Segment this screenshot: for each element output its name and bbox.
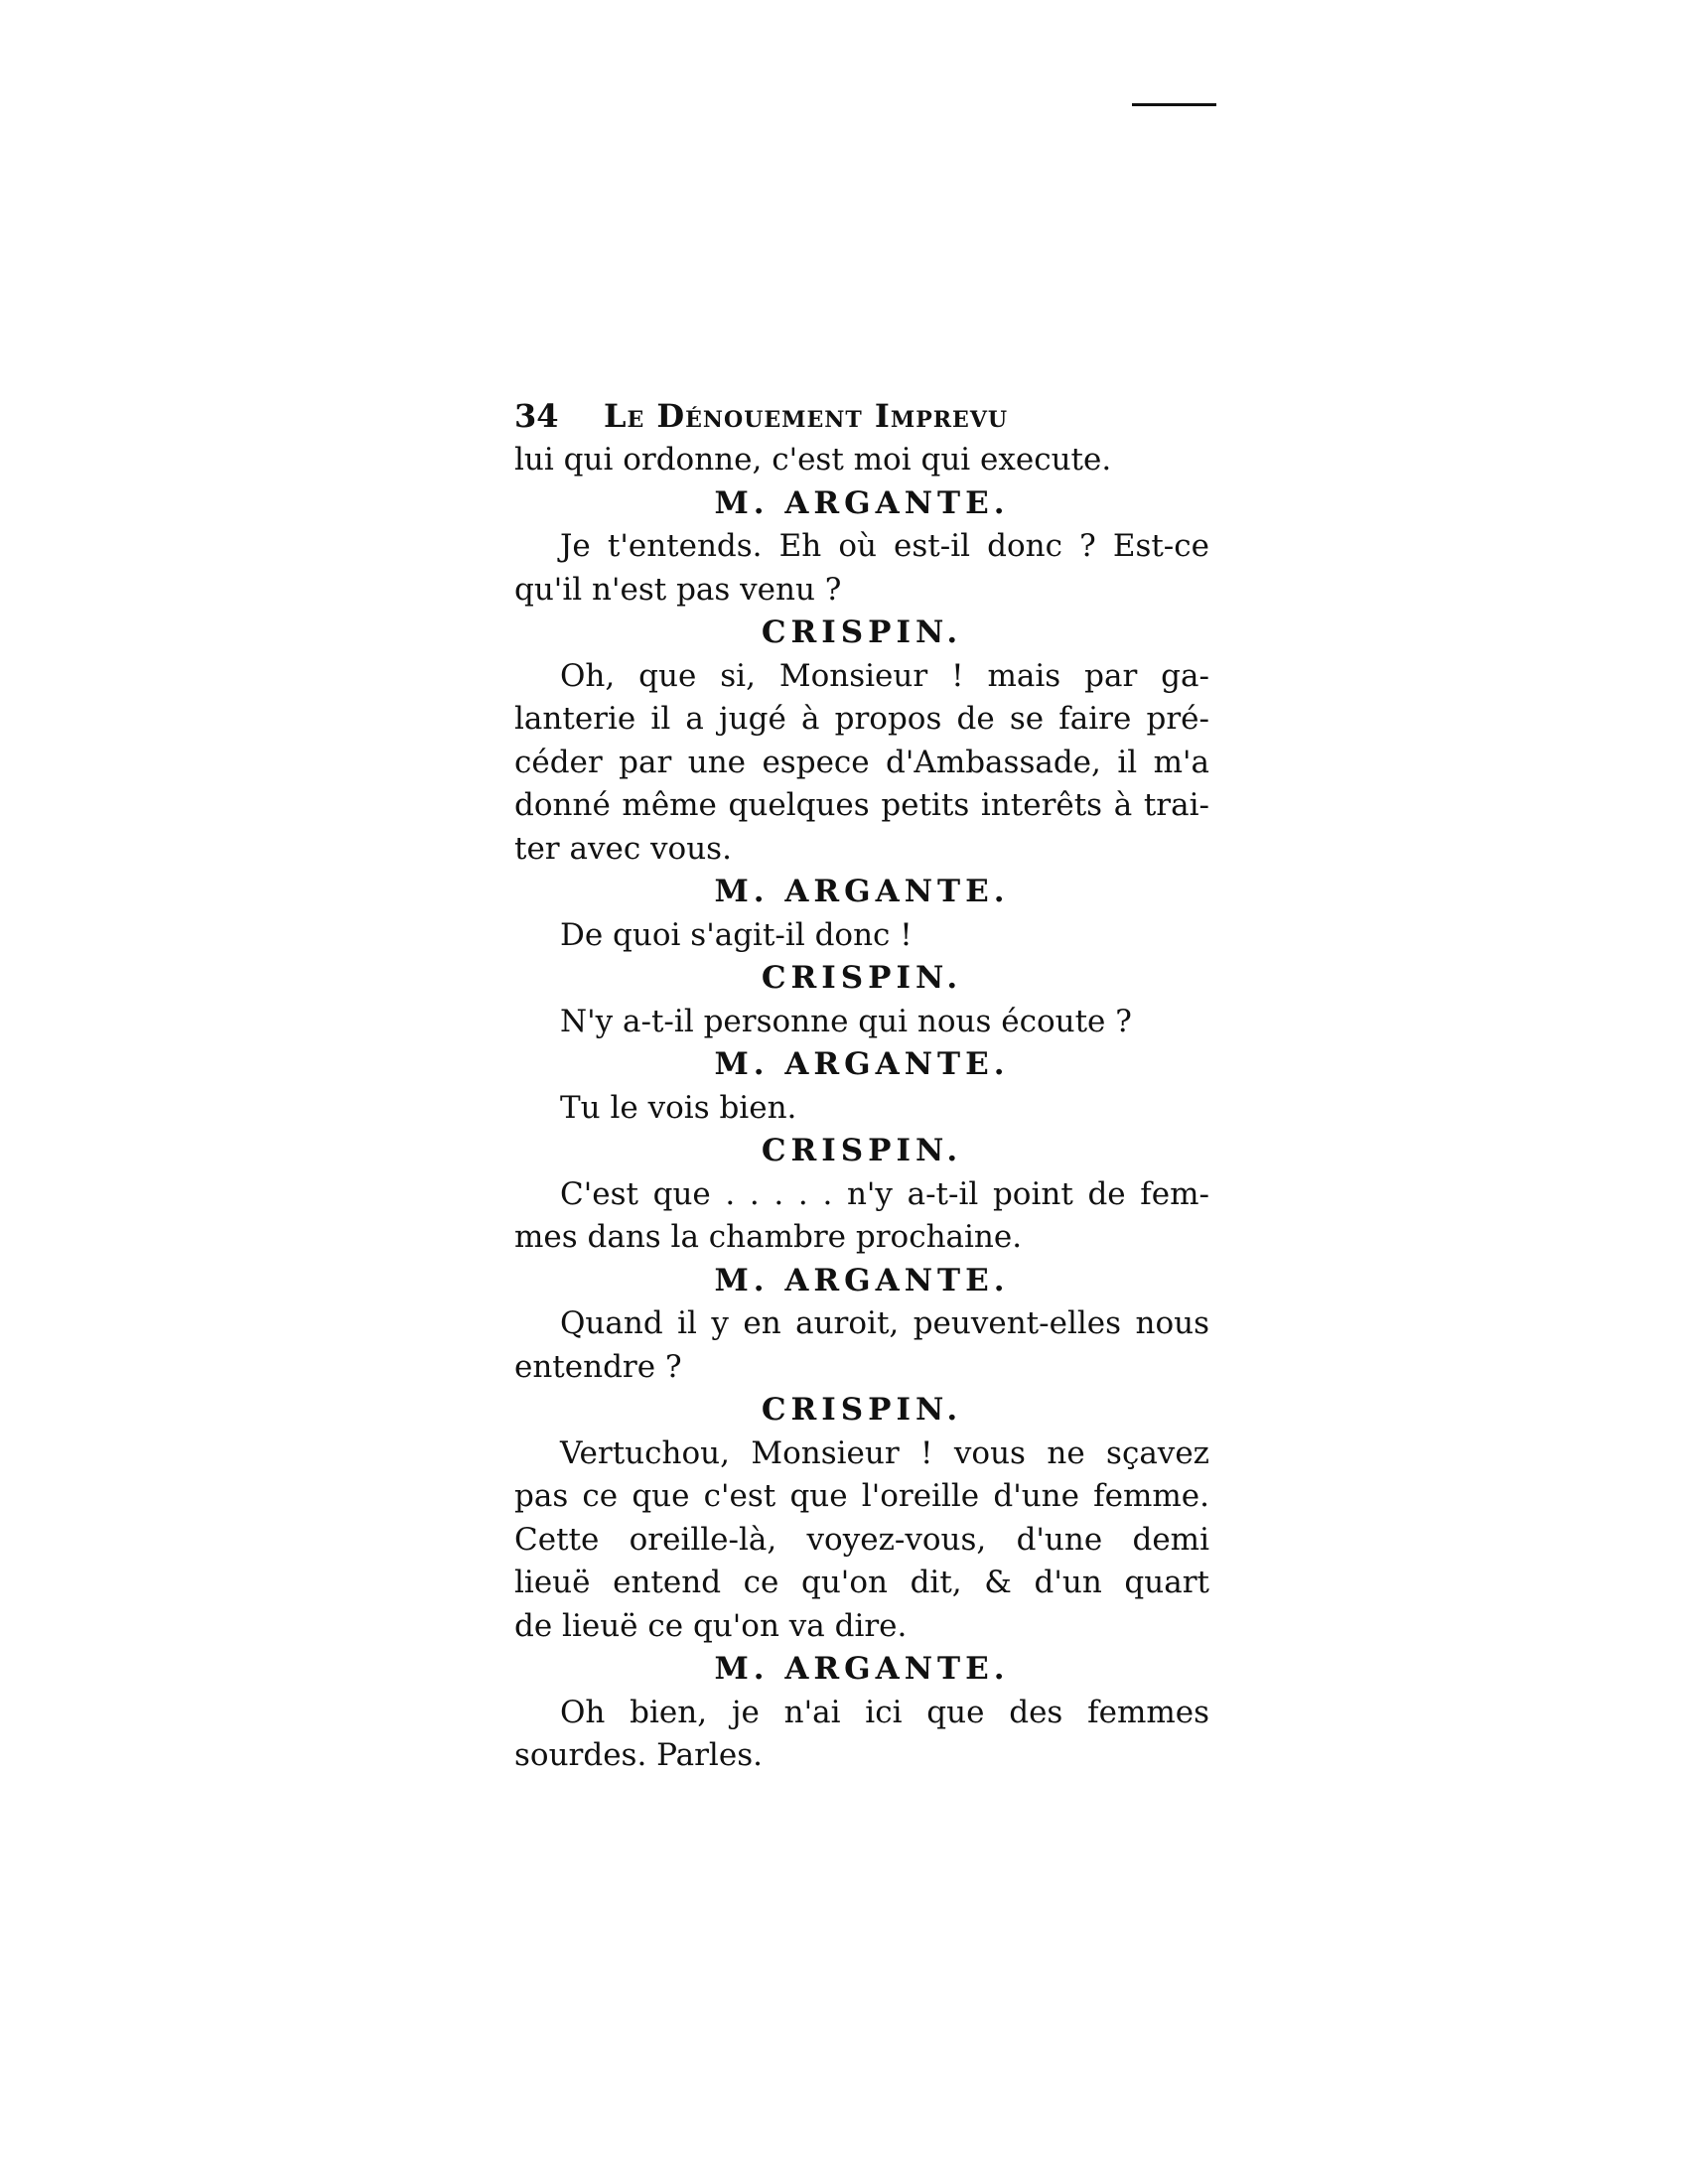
speaker-name: CRISPIN. — [761, 614, 963, 650]
dialogue-line: entendre ? — [514, 1348, 682, 1385]
dialogue-line: Cette oreille-là, voyez-vous, d'une demi — [514, 1521, 1209, 1558]
speaker-name: CRISPIN. — [761, 1392, 963, 1428]
dialogue-line: Oh, que si, Monsieur ! mais par ga- — [560, 657, 1209, 694]
speaker-name: M. ARGANTE. — [714, 1262, 1010, 1298]
dialogue-line: mes dans la chambre prochaine. — [514, 1219, 1023, 1255]
dialogue-line: Tu le vois bien. — [560, 1089, 797, 1126]
page-text — [514, 395, 1209, 1778]
speaker-name: M. ARGANTE. — [714, 874, 1010, 909]
dialogue-line: de lieuë ce qu'on va dire. — [514, 1607, 908, 1644]
running-title: Le Dénouement Imprevu — [604, 397, 1009, 435]
dialogue-line: céder par une espece d'Ambassade, il m'a — [514, 744, 1209, 780]
dialogue-line: De quoi s'agit-il donc ! — [560, 916, 913, 953]
speaker-name: CRISPIN. — [761, 1133, 963, 1168]
dialogue-line: lieuë entend ce qu'on dit, & d'un quart — [514, 1565, 1209, 1600]
top-rule — [1132, 103, 1216, 106]
dialogue-line: Vertuchou, Monsieur ! vous ne sçavez — [560, 1434, 1209, 1471]
dialogue-line: pas ce que c'est que l'oreille d'une femme. — [514, 1478, 1209, 1514]
speaker-name: M. ARGANTE. — [714, 484, 1010, 521]
speaker-name: CRISPIN. — [761, 960, 963, 996]
running-head — [514, 395, 1209, 439]
dialogue-line: Je t'entends. Eh où est-il donc ? Est-ce — [560, 528, 1209, 564]
dialogue-line: Quand il y en auroit, peuvent-elles nous — [560, 1305, 1209, 1341]
dialogue-line: sourdes. Parles. — [514, 1737, 763, 1773]
dialogue-line: C'est que . . . . . n'y a-t-il point de fem- — [560, 1175, 1209, 1212]
speaker-name: M. ARGANTE. — [714, 1651, 1010, 1687]
dialogue-line: donné même quelques petits interêts à trai- — [514, 787, 1209, 823]
dialogue-line: N'y a-t-il personne qui nous écoute ? — [560, 1003, 1132, 1039]
dialogue-line: lui qui ordonne, c'est moi qui execute. — [514, 442, 1112, 478]
speaker-name: M. ARGANTE. — [714, 1046, 1010, 1082]
dialogue-line: qu'il n'est pas venu ? — [514, 571, 842, 608]
page-number: 34 — [514, 397, 559, 435]
dialogue-line: Oh bien, je n'ai ici que des femmes — [560, 1694, 1209, 1730]
dialogue-line: lanterie il a jugé à propos de se faire pré- — [514, 701, 1209, 737]
dialogue-line: ter avec vous. — [514, 830, 732, 867]
dialogue-body — [514, 439, 1209, 1778]
